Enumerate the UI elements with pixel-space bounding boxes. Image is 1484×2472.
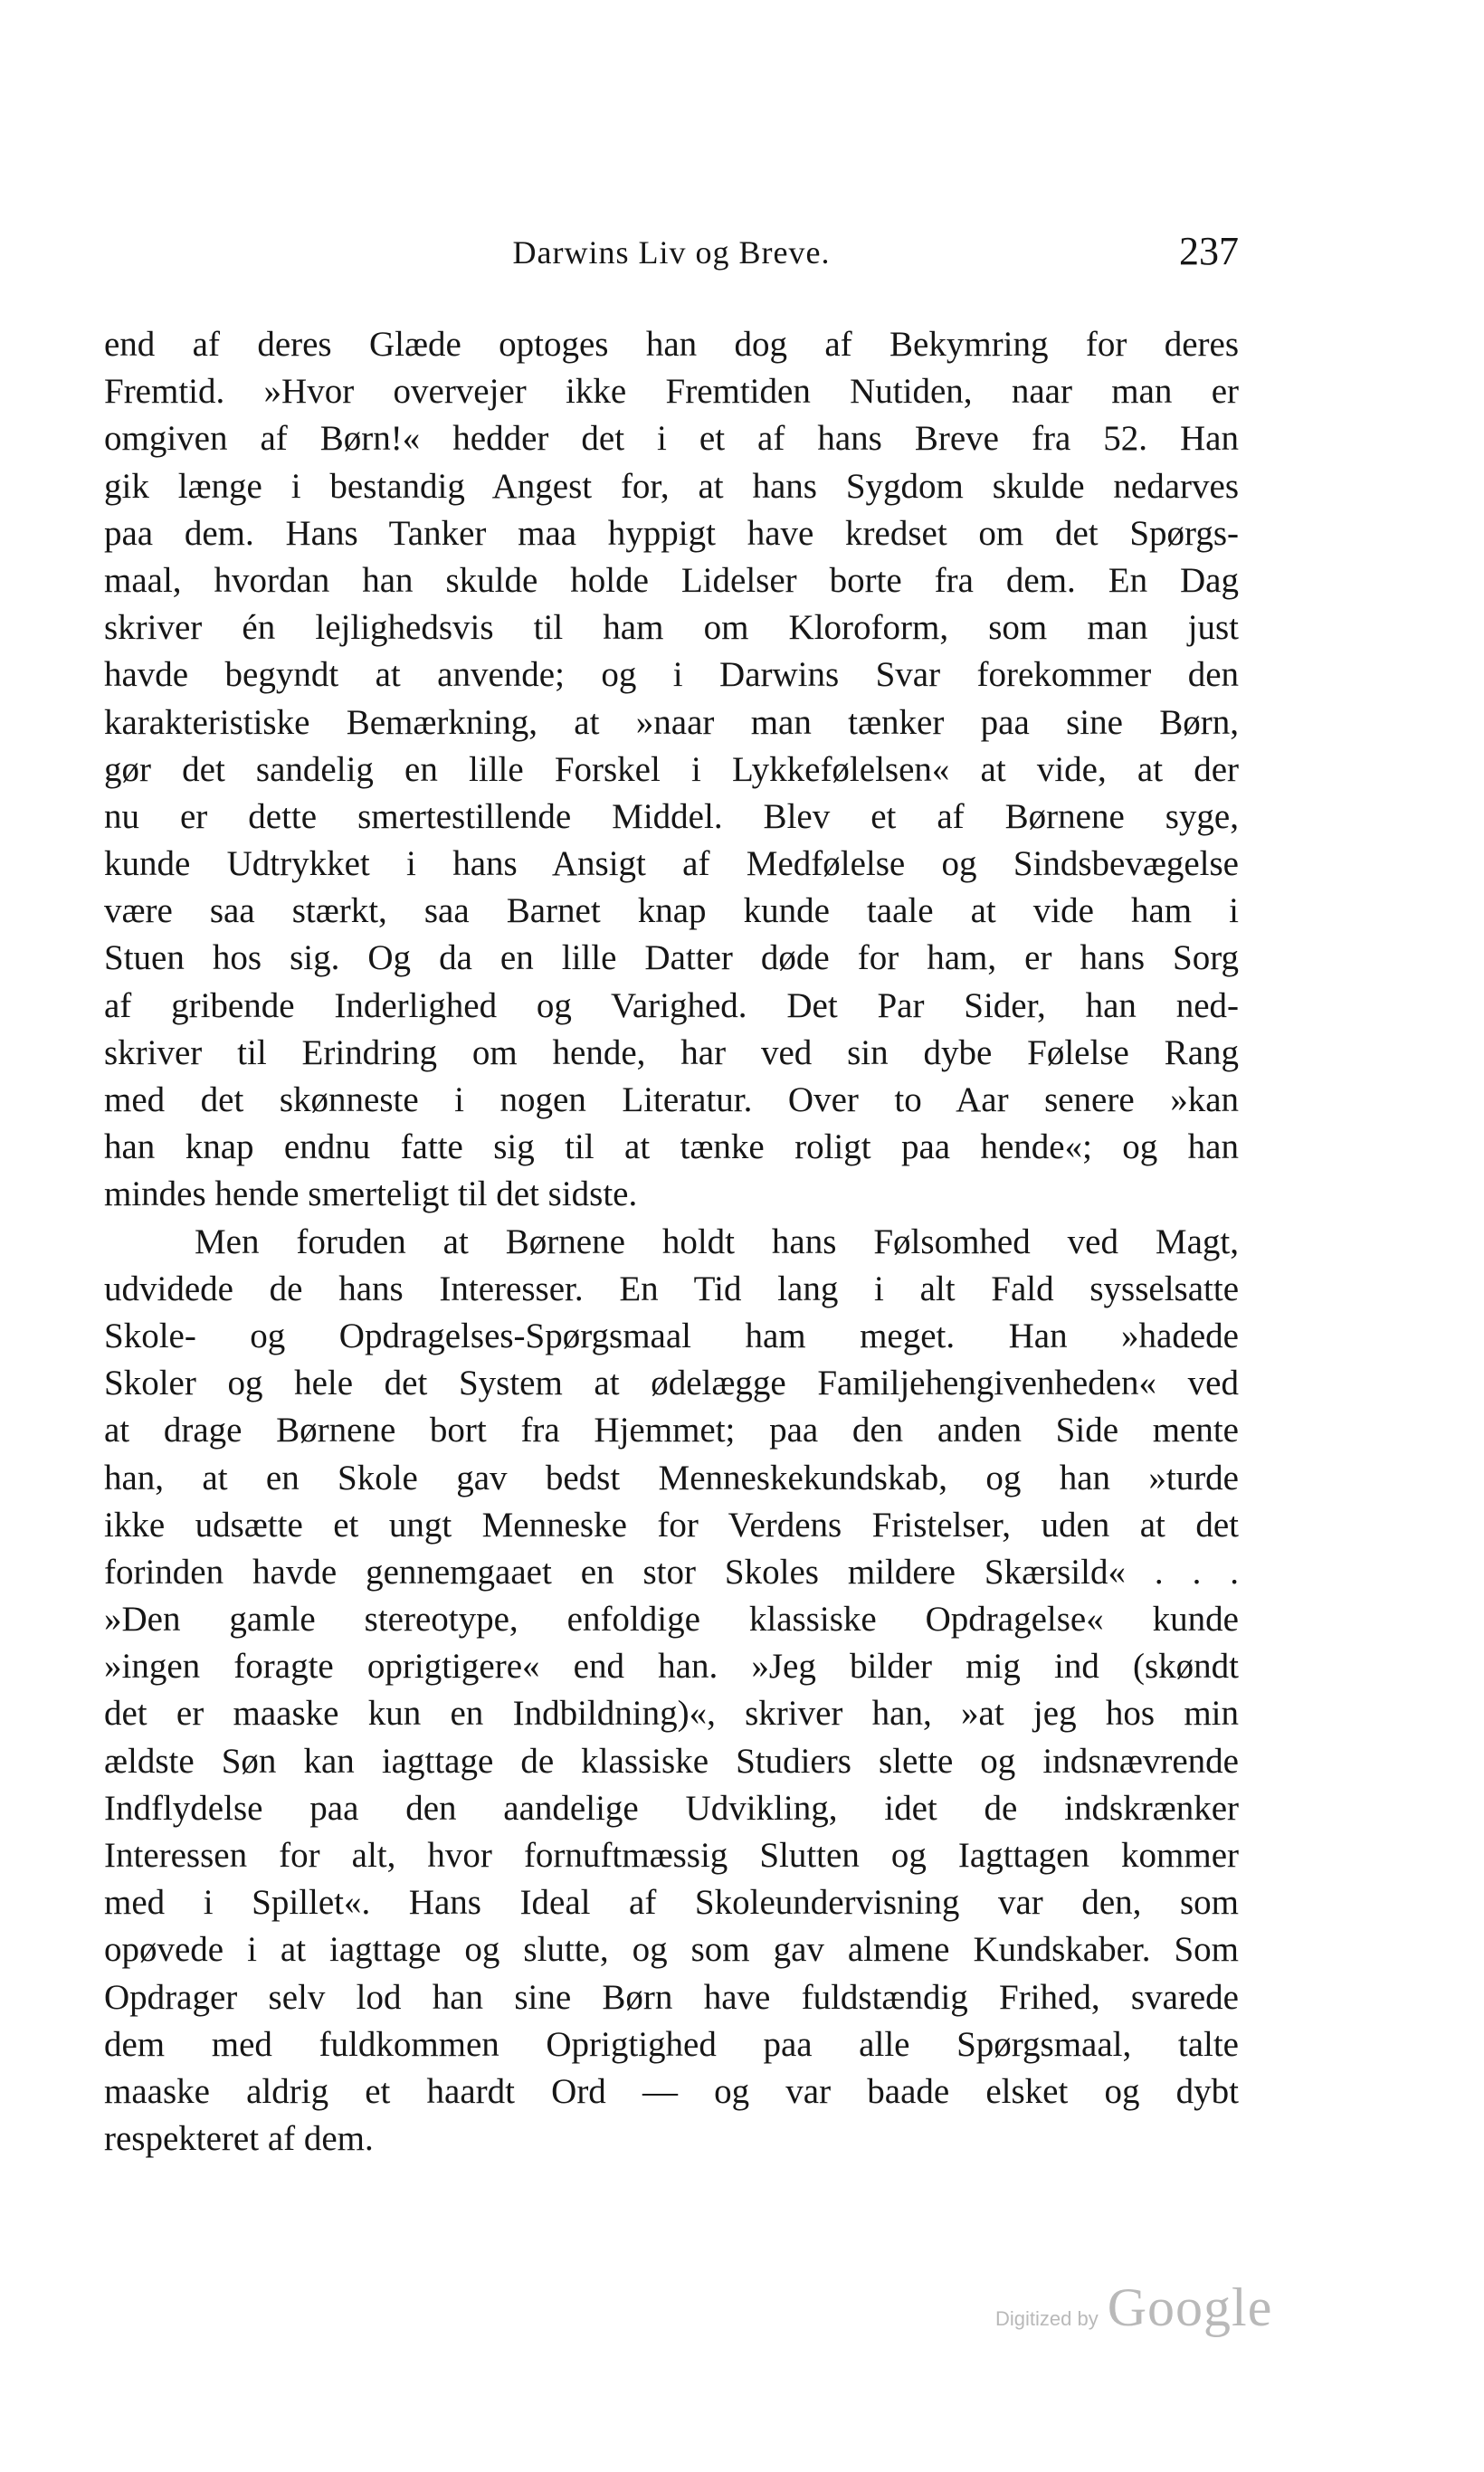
text-line: maaske aldrig et haardt Ord — og var baade elsket og dybt [104, 2071, 1239, 2111]
text-line: ikke udsætte et ungt Menneske for Verdens Fristelser, uden at det [104, 1505, 1239, 1545]
text-line: udvidede de hans Interesser. En Tid lang i alt Fald sysselsatte [104, 1269, 1239, 1308]
text-line: skriver én lejlighedsvis til ham om Kloroform, som man just [104, 608, 1239, 648]
text-line: »ingen foragte oprigtigere« end han. »Jeg bilder mig ind (skøndt [104, 1647, 1239, 1687]
text-line: paa dem. Hans Tanker maa hyppigt have kredset om det Spørgs- [104, 513, 1239, 553]
text-line: opøvede i at iagttage og slutte, og som gav almene Kundskaber. Som [104, 1930, 1239, 1970]
text-line: han, at en Skole gav bedst Menneskekundskab, og han »turde [104, 1458, 1239, 1497]
text-line: kunde Udtrykket i hans Ansigt af Medfølelse og Sindsbevægelse [104, 844, 1239, 884]
watermark-prefix: Digitized by [995, 2307, 1099, 2330]
google-logo: Google [1107, 2277, 1273, 2337]
paragraph [104, 321, 1239, 1219]
text-line: han knap endnu fatte sig til at tænke roligt paa hende«; og han [104, 1127, 1239, 1167]
text-line: gør det sandelig en lille Forskel i Lykkefølelsen« at vide, at der [104, 749, 1239, 789]
page-number: 237 [1179, 229, 1239, 273]
body-text [104, 321, 1239, 2163]
text-line: end af deres Glæde optoges han dog af Bekymring for deres [104, 325, 1239, 364]
running-title: Darwins Liv og Breve. [512, 234, 831, 271]
text-line: nu er dette smertestillende Middel. Blev et af Børnene syge, [104, 796, 1239, 836]
text-line: Fremtid. »Hvor overvejer ikke Fremtiden Nutiden, naar man er [104, 372, 1239, 412]
text-line: Men foruden at Børnene holdt hans Følsomhed ved Magt, [195, 1222, 1239, 1261]
text-line: respekteret af dem. [104, 2119, 374, 2159]
text-line: mindes hende smerteligt til det sidste. [104, 1174, 638, 1214]
text-line: Skole- og Opdragelses-Spørgsmaal ham meget. Han »hadede [104, 1316, 1239, 1355]
text-line: Stuen hos sig. Og da en lille Datter døde for ham, er hans Sorg [104, 938, 1239, 978]
text-line: karakteristiske Bemærkning, at »naar man tænker paa sine Børn, [104, 702, 1239, 742]
text-line: havde begyndt at anvende; og i Darwins Svar forekommer den [104, 655, 1239, 695]
text-line: ældste Søn kan iagttage de klassiske Studiers slette og indsnævrende [104, 1741, 1239, 1781]
text-line: med i Spillet«. Hans Ideal af Skoleundervisning var den, som [104, 1883, 1239, 1923]
text-line: Opdrager selv lod han sine Børn have fuldstændig Frihed, svarede [104, 1977, 1239, 2017]
digitized-watermark [995, 2277, 1272, 2349]
text-line: gik længe i bestandig Angest for, at hans Sygdom skulde nedarves [104, 466, 1239, 506]
text-line: det er maaske kun en Indbildning)«, skriver han, »at jeg hos min [104, 1694, 1239, 1734]
text-line: af gribende Inderlighed og Varighed. Det Par Sider, han ned- [104, 985, 1239, 1025]
text-line: med det skønneste i nogen Literatur. Over to Aar senere »kan [104, 1080, 1239, 1119]
text-line: forinden havde gennemgaaet en stor Skoles mildere Skærsild« . . . [104, 1552, 1239, 1592]
text-line: Interessen for alt, hvor fornuftmæssig Slutten og Iagttagen kommer [104, 1836, 1239, 1875]
running-head [104, 229, 1239, 288]
text-line: være saa stærkt, saa Barnet knap kunde taale at vide ham i [104, 891, 1239, 931]
text-line: maal, hvordan han skulde holde Lidelser borte fra dem. En Dag [104, 560, 1239, 600]
text-line: Indflydelse paa den aandelige Udvikling, idet de indskrænker [104, 1788, 1239, 1828]
text-line: skriver til Erindring om hende, har ved sin dybe Følelse Rang [104, 1032, 1239, 1072]
text-line: dem med fuldkommen Oprigtighed paa alle Spørgsmaal, talte [104, 2024, 1239, 2064]
text-line: »Den gamle stereotype, enfoldige klassiske Opdragelse« kunde [104, 1600, 1239, 1640]
text-line: Skoler og hele det System at ødelægge Familjehengivenheden« ved [104, 1364, 1239, 1403]
text-line: omgiven af Børn!« hedder det i et af hans Breve fra 52. Han [104, 419, 1239, 459]
text-line: at drage Børnene bort fra Hjemmet; paa den anden Side mente [104, 1411, 1239, 1450]
paragraph [104, 1219, 1239, 2163]
